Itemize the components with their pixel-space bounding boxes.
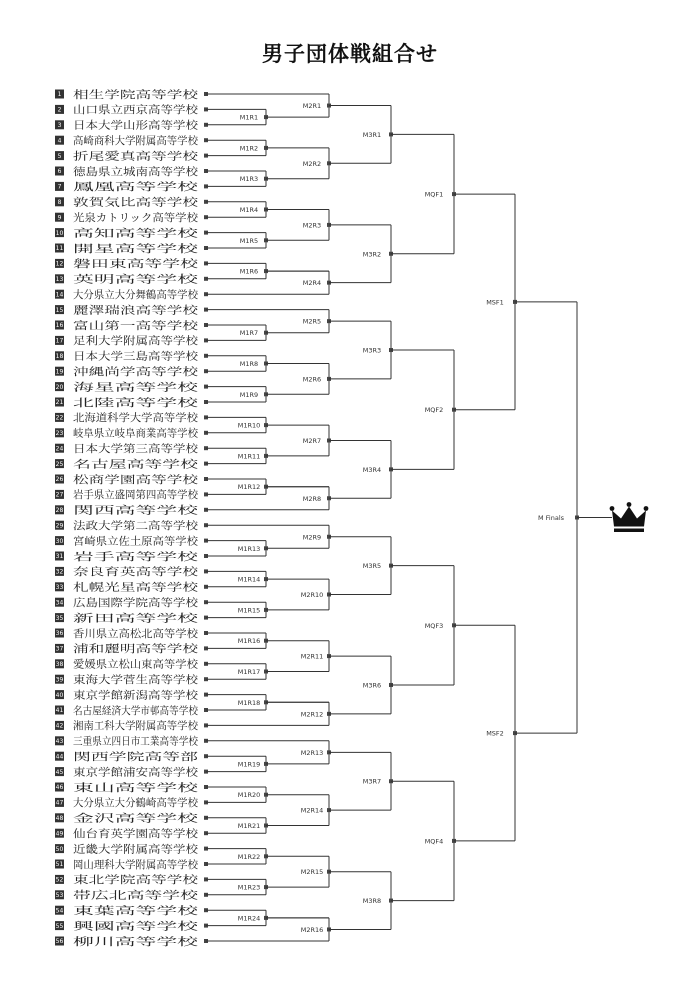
- team-number: 12: [55, 260, 64, 268]
- match-label: M1R24: [237, 914, 261, 923]
- team-name: 光泉カトリック高等学校: [73, 212, 189, 224]
- match-label: M2R6: [302, 375, 322, 384]
- team-name: 関西学院高等部: [73, 751, 147, 763]
- team-number: 46: [55, 784, 64, 792]
- team-name: 山口県立西京高等学校: [73, 104, 178, 117]
- team-name: 日本大学三島高等学校: [73, 350, 178, 363]
- team-number: 26: [55, 476, 64, 484]
- match-label: M Finals: [537, 514, 565, 522]
- team-number: 40: [55, 691, 64, 699]
- match-label: M2R15: [300, 868, 324, 877]
- team-number: 52: [55, 876, 64, 884]
- team-name: 湘南工科大学附属高等学校: [73, 720, 199, 733]
- team-name: 新田高等学校: [73, 612, 136, 625]
- team-name: 興國高等学校: [73, 920, 136, 933]
- team-name: 岩手高等学校: [73, 550, 136, 563]
- match-label: M2R10: [300, 591, 324, 599]
- team-name: 東京学館浦安高等学校: [73, 766, 178, 779]
- team-number: 5: [57, 152, 62, 160]
- match-label: MQF2: [424, 406, 444, 415]
- team-name: 三重県立四日市工業高等学校: [73, 735, 210, 748]
- team-name: 近畿大学附属高等学校: [73, 843, 178, 856]
- match-label: M1R4: [239, 206, 259, 214]
- team-name: 松商学園高等学校: [73, 473, 157, 486]
- crown-jewel-icon: [627, 502, 632, 507]
- match-label: M2R3: [302, 221, 322, 230]
- team-name: 東葉高等学校: [73, 905, 136, 917]
- match-label: M2R16: [300, 925, 324, 934]
- match-label: M2R12: [300, 710, 324, 719]
- match-label: M2R11: [300, 652, 324, 661]
- match-label: M3R8: [362, 897, 382, 906]
- team-number: 24: [55, 445, 64, 453]
- match-label: MQF4: [424, 837, 444, 846]
- team-name: 足利大学附属高等学校: [73, 335, 178, 348]
- match-label: M1R20: [237, 791, 261, 800]
- team-name: 北海道科学大学高等学校: [73, 412, 189, 425]
- team-number: 8: [57, 199, 62, 206]
- team-number: 41: [55, 707, 64, 715]
- team-name: 名古屋高等学校: [73, 458, 147, 471]
- match-label: MQF3: [424, 621, 444, 630]
- team-number: 56: [55, 938, 64, 946]
- team-number: 28: [55, 507, 64, 514]
- team-number: 34: [55, 599, 64, 607]
- match-label: M1R23: [237, 883, 261, 892]
- crown-jewel-icon: [644, 506, 649, 511]
- team-name: 岩手県立盛岡第四高等学校: [73, 489, 199, 502]
- team-name: 英明高等学校: [73, 273, 136, 286]
- team-number: 48: [55, 815, 64, 822]
- team-name: 岡山理科大学附属高等学校: [73, 858, 199, 871]
- match-label: M1R18: [237, 698, 261, 707]
- team-number: 33: [55, 584, 64, 591]
- team-name: 帯広北高等学校: [73, 889, 147, 902]
- team-name: 関西高等学校: [73, 504, 136, 517]
- team-number: 53: [55, 892, 64, 899]
- match-label: MSF1: [486, 298, 504, 307]
- team-number: 43: [55, 738, 64, 745]
- team-number: 10: [55, 229, 64, 237]
- team-number: 31: [55, 553, 64, 561]
- team-name: 開星高等学校: [73, 242, 136, 255]
- team-number: 32: [55, 568, 64, 576]
- match-label: M2R5: [302, 317, 322, 326]
- team-name: 日本大学第三高等学校: [73, 443, 178, 455]
- crown-icon: [612, 507, 646, 527]
- match-label: M1R12: [237, 483, 261, 492]
- team-name: 海星高等学校: [73, 381, 136, 394]
- team-name: 北陸高等学校: [73, 396, 136, 409]
- match-label: MSF2: [486, 729, 504, 738]
- match-label: M1R14: [237, 575, 261, 584]
- team-number: 13: [55, 276, 64, 283]
- team-number: 50: [55, 845, 64, 853]
- team-name: 岐阜県立岐阜商業高等学校: [73, 427, 199, 440]
- team-number: 7: [57, 183, 62, 191]
- team-name: 東京学館新潟高等学校: [73, 689, 178, 702]
- team-number: 21: [55, 399, 64, 407]
- team-name: 東山高等学校: [73, 781, 136, 794]
- crown-band-icon: [614, 529, 644, 533]
- team-name: 柳川高等学校: [73, 935, 136, 948]
- team-number: 36: [55, 630, 64, 638]
- team-number: 29: [55, 522, 64, 530]
- team-number: 2: [57, 106, 62, 114]
- team-name: 奈良育英高等学校: [73, 566, 157, 579]
- match-label: M3R5: [362, 562, 382, 571]
- match-label: M1R6: [239, 267, 259, 276]
- team-number: 55: [55, 922, 64, 930]
- page-title: 男子団体戦組合せ: [262, 42, 438, 66]
- match-label: M1R8: [239, 360, 259, 368]
- match-label: M2R2: [302, 159, 322, 168]
- team-number: 11: [55, 245, 64, 253]
- team-number: 42: [55, 722, 64, 730]
- team-name: 鳳凰高等学校: [73, 181, 136, 194]
- team-number: 15: [55, 306, 64, 314]
- team-name: 磐田東高等学校: [73, 258, 147, 271]
- team-number: 23: [55, 430, 64, 437]
- team-name: 東海大学菅生高等学校: [73, 674, 178, 686]
- match-label: M1R13: [237, 544, 261, 553]
- team-name: 東北学院高等学校: [73, 874, 157, 887]
- match-label: M2R13: [300, 748, 324, 757]
- team-name: 折尾愛真高等学校: [73, 150, 157, 163]
- team-name: 日本大学山形高等学校: [73, 119, 178, 132]
- match-label: M3R4: [362, 465, 382, 474]
- match-label: M1R22: [237, 852, 261, 861]
- team-name: 法政大学第二高等学校: [73, 520, 178, 532]
- match-label: M2R9: [302, 533, 322, 542]
- match-label: M1R1: [239, 113, 259, 122]
- match-label: M1R10: [237, 421, 261, 430]
- team-number: 54: [55, 907, 64, 915]
- team-number: 30: [55, 537, 64, 545]
- match-label: M3R6: [362, 681, 382, 690]
- team-number: 39: [55, 676, 64, 684]
- team-name: 仙台育英学園高等学校: [73, 828, 178, 840]
- match-label: M1R21: [237, 822, 261, 830]
- team-number: 9: [57, 214, 62, 222]
- team-number: 49: [55, 830, 64, 838]
- team-name: 金沢高等学校: [73, 812, 136, 825]
- team-number: 37: [55, 645, 64, 653]
- team-number: 35: [55, 614, 64, 622]
- match-label: M1R19: [237, 760, 261, 769]
- match-label: M1R15: [237, 606, 261, 615]
- match-label: M3R3: [362, 346, 382, 355]
- team-name: 大分県立大分舞鶴高等学校: [73, 289, 199, 301]
- team-number: 38: [55, 661, 64, 668]
- match-label: M2R4: [302, 279, 322, 288]
- match-label: M2R7: [302, 437, 322, 445]
- team-number: 27: [55, 491, 64, 499]
- team-name: 広島国際学院高等学校: [73, 597, 178, 609]
- team-name: 相生学院高等学校: [73, 88, 157, 101]
- team-number: 19: [55, 368, 64, 376]
- team-name: 沖縄尚学高等学校: [73, 366, 157, 378]
- team-name: 愛媛県立松山東高等学校: [73, 658, 189, 671]
- match-label: M1R17: [237, 668, 261, 676]
- team-number: 14: [55, 291, 64, 299]
- team-number: 47: [55, 799, 64, 807]
- match-label: M3R2: [362, 250, 382, 259]
- team-name: 高崎商科大学附属高等学校: [73, 135, 199, 147]
- team-number: 25: [55, 460, 64, 468]
- match-label: M1R3: [239, 175, 259, 184]
- match-label: MQF1: [424, 190, 444, 199]
- team-name: 高知高等学校: [73, 227, 136, 240]
- team-number: 22: [55, 414, 64, 422]
- team-number: 44: [55, 753, 64, 761]
- match-label: M2R1: [302, 102, 322, 111]
- match-label: M1R7: [239, 329, 259, 338]
- team-number: 20: [55, 383, 64, 391]
- match-label: M1R9: [239, 390, 259, 399]
- team-number: 4: [57, 137, 62, 145]
- team-number: 3: [57, 122, 62, 129]
- team-name: 徳島県立城南高等学校: [73, 165, 178, 178]
- match-label: M1R16: [237, 637, 261, 646]
- team-name: 麗澤瑞浪高等学校: [73, 304, 157, 317]
- match-label: M2R8: [302, 494, 322, 503]
- team-name: 浦和麗明高等学校: [73, 643, 157, 656]
- match-label: M1R11: [237, 452, 261, 461]
- team-name: 札幌光星高等学校: [73, 581, 157, 594]
- team-name: 宮崎県立佐土原高等学校: [73, 535, 189, 548]
- team-number: 17: [55, 337, 64, 345]
- match-label: M2R14: [300, 806, 324, 815]
- team-name: 大分県立大分鶴崎高等学校: [73, 797, 199, 810]
- match-label: M3R7: [362, 777, 382, 786]
- match-label: M3R1: [362, 130, 382, 139]
- team-name: 敦賀気比高等学校: [73, 196, 157, 209]
- team-number: 51: [55, 861, 64, 869]
- team-number: 18: [55, 353, 64, 360]
- match-label: M1R5: [239, 236, 259, 245]
- match-label: M1R2: [239, 144, 259, 153]
- team-name: 名古屋経済大学市邨高等学校: [73, 704, 210, 717]
- team-name: 富山第一高等学校: [73, 319, 157, 332]
- team-number: 16: [55, 322, 64, 330]
- crown-jewel-icon: [610, 506, 615, 511]
- team-number: 1: [57, 91, 62, 99]
- team-name: 香川県立高松北高等学校: [73, 627, 189, 640]
- team-number: 45: [55, 768, 64, 776]
- team-number: 6: [57, 168, 62, 176]
